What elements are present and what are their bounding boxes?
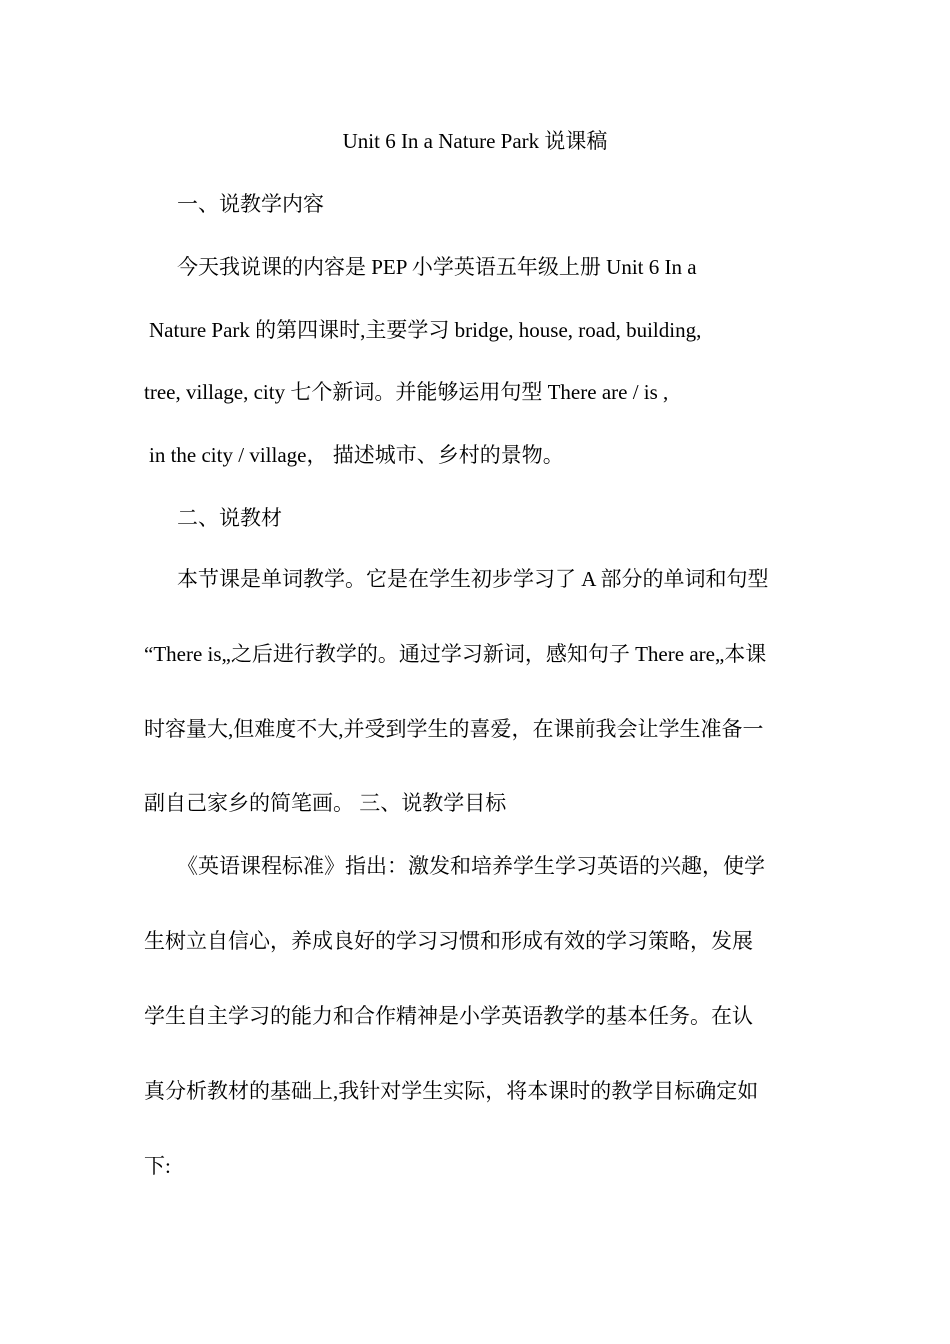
- paragraph-line: in the city / village， 描述城市、乡村的景物。: [149, 443, 564, 467]
- paragraph-line: 今天我说课的内容是 PEP 小学英语五年级上册 Unit 6 In a: [177, 255, 697, 279]
- paragraph-line: 本节课是单词教学。它是在学生初步学习了 A 部分的单词和句型: [177, 567, 769, 591]
- paragraph-line: 学生自主学习的能力和合作精神是小学英语教学的基本任务。在认: [144, 1004, 753, 1028]
- section-heading-teaching-material: 二、说教材: [177, 506, 282, 530]
- paragraph-line: 真分析教材的基础上,我针对学生实际，将本课时的教学目标确定如: [144, 1079, 759, 1103]
- section-heading-teaching-content: 一、说教学内容: [177, 192, 324, 216]
- paragraph-line: 生树立自信心，养成良好的学习习惯和形成有效的学习策略，发展: [144, 929, 753, 953]
- document-title: Unit 6 In a Nature Park 说课稿: [342, 129, 608, 153]
- paragraph-line: tree, village, city 七个新词。并能够运用句型 There are / is ,: [144, 380, 669, 404]
- paragraph-line: 下:: [144, 1154, 171, 1178]
- paragraph-line: 《英语课程标准》指出：激发和培养学生学习英语的兴趣，使学: [177, 854, 765, 878]
- paragraph-line: Nature Park 的第四课时,主要学习 bridge, house, road, building,: [149, 318, 702, 342]
- paragraph-line: 时容量大,但难度不大,并受到学生的喜爱，在课前我会让学生准备一: [144, 717, 764, 741]
- paragraph-line: 副自己家乡的简笔画。 三、说教学目标: [144, 791, 507, 815]
- paragraph-line: “There is„之后进行教学的。通过学习新词，感知句子 There are„本课: [144, 642, 767, 666]
